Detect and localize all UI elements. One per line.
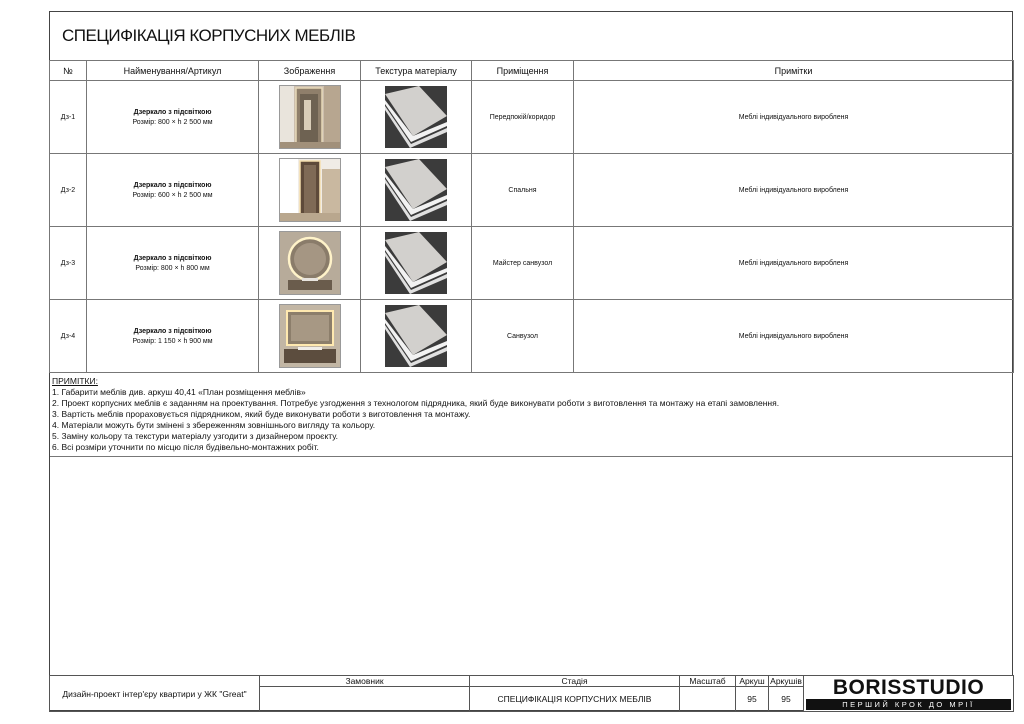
notes-item: 3. Вартість меблів прораховується підрядником, який буде виконувати роботи з виготовлення та монтажу. bbox=[52, 409, 471, 419]
row-room: Передпокій/коридор bbox=[472, 81, 574, 154]
sheet-value: 95 bbox=[736, 687, 769, 712]
row-number: Дз-2 bbox=[50, 154, 87, 227]
row-texture-cell bbox=[361, 227, 472, 300]
row-name: Дзеркало з підсвіткою bbox=[133, 327, 212, 335]
table-row bbox=[50, 81, 1014, 154]
sheets-value: 95 bbox=[769, 687, 804, 712]
row-name: Дзеркало з підсвіткою bbox=[133, 181, 212, 189]
row-number: Дз-3 bbox=[50, 227, 87, 300]
row-image-cell bbox=[259, 81, 361, 154]
sheets-label: Аркушів bbox=[770, 676, 802, 686]
sheet-label: Аркуш bbox=[736, 676, 769, 687]
page-title: СПЕЦИФІКАЦІЯ КОРПУСНИХ МЕБЛІВ bbox=[62, 26, 356, 45]
row-room: Майстер санвузол bbox=[472, 227, 574, 300]
texture-swatch bbox=[385, 159, 447, 221]
texture-swatch bbox=[385, 232, 447, 294]
tall-mirror-hallway-image bbox=[279, 85, 341, 149]
row-image-cell bbox=[259, 227, 361, 300]
texture-swatch bbox=[385, 305, 447, 367]
stage-label: Стадія bbox=[470, 676, 680, 687]
customer-value bbox=[260, 687, 470, 712]
notes-item: 4. Матеріали можуть бути змінені з збереженням зовнішнього вигляду та кольору. bbox=[52, 420, 376, 430]
row-room: Санвузол bbox=[472, 300, 574, 373]
spec-table bbox=[49, 60, 1014, 373]
col-texture: Текстура матеріалу bbox=[361, 61, 472, 81]
row-number: Дз-4 bbox=[50, 300, 87, 373]
logo-text: BORISSTUDIO bbox=[832, 675, 985, 699]
scale-value bbox=[680, 687, 736, 712]
row-room: Спальня bbox=[472, 154, 574, 227]
title-block bbox=[49, 675, 1013, 712]
col-room: Приміщення bbox=[472, 61, 574, 81]
round-mirror-image bbox=[279, 231, 341, 295]
col-image: Зображення bbox=[259, 61, 361, 81]
notes-item: 2. Проект корпусних меблів є заданням на проектування. Потребує узгодження з технологом підрядника, який буде виконувати роботи з виготовлення та монтажу на етапі замовлення. bbox=[52, 398, 780, 408]
texture-swatch bbox=[385, 86, 447, 148]
row-name-cell bbox=[87, 227, 259, 300]
table-row bbox=[50, 227, 1014, 300]
project-name: Дизайн-проект інтер'єру квартири у ЖК "Great" bbox=[50, 676, 260, 712]
notes-block bbox=[50, 374, 1012, 457]
row-name-cell bbox=[87, 81, 259, 154]
row-name-cell bbox=[87, 154, 259, 227]
row-name: Дзеркало з підсвіткою bbox=[133, 254, 212, 262]
row-image-cell bbox=[259, 154, 361, 227]
notes-item: 6. Всі розміри уточнити по місцю після будівельно-монтажних робіт. bbox=[52, 442, 319, 452]
row-image-cell bbox=[259, 300, 361, 373]
row-size: Розмір: 600 × h 2 500 мм bbox=[132, 191, 213, 199]
row-size: Розмір: 800 × h 2 500 мм bbox=[132, 118, 213, 126]
customer-label: Замовник bbox=[260, 676, 470, 687]
studio-logo bbox=[804, 676, 1014, 712]
scale-label: Масштаб bbox=[680, 676, 736, 687]
stage-value: СПЕЦИФІКАЦІЯ КОРПУСНИХ МЕБЛІВ bbox=[470, 687, 680, 712]
row-size: Розмір: 800 × h 800 мм bbox=[135, 264, 210, 272]
row-note: Меблі індивідуального виробленя bbox=[574, 300, 1014, 373]
row-name: Дзеркало з підсвіткою bbox=[133, 108, 212, 116]
row-texture-cell bbox=[361, 154, 472, 227]
col-notes: Примітки bbox=[574, 61, 1014, 81]
table-row bbox=[50, 300, 1014, 373]
logo-slogan: ПЕРШИЙ КРОК ДО МРІЇ bbox=[806, 699, 1011, 710]
row-size: Розмір: 1 150 × h 900 мм bbox=[132, 337, 213, 345]
row-note: Меблі індивідуального виробленя bbox=[574, 227, 1014, 300]
tall-mirror-bedroom-image bbox=[279, 158, 341, 222]
spec-sheet bbox=[49, 11, 1013, 711]
row-name-cell bbox=[87, 300, 259, 373]
row-texture-cell bbox=[361, 81, 472, 154]
row-note: Меблі індивідуального виробленя bbox=[574, 154, 1014, 227]
table-row bbox=[50, 154, 1014, 227]
col-name: Найменування/Артикул bbox=[87, 61, 259, 81]
row-number: Дз-1 bbox=[50, 81, 87, 154]
rect-mirror-image bbox=[279, 304, 341, 368]
col-number: № bbox=[50, 61, 87, 81]
row-note: Меблі індивідуального виробленя bbox=[574, 81, 1014, 154]
notes-item: 1. Габарити меблів див. аркуш 40,41 «План розміщення меблів» bbox=[52, 387, 306, 397]
row-texture-cell bbox=[361, 300, 472, 373]
table-header-row bbox=[50, 61, 1014, 81]
notes-item: 5. Заміну кольору та текстури матеріалу узгодити з дизайнером проєкту. bbox=[52, 431, 339, 441]
notes-heading: ПРИМІТКИ: bbox=[52, 376, 98, 386]
